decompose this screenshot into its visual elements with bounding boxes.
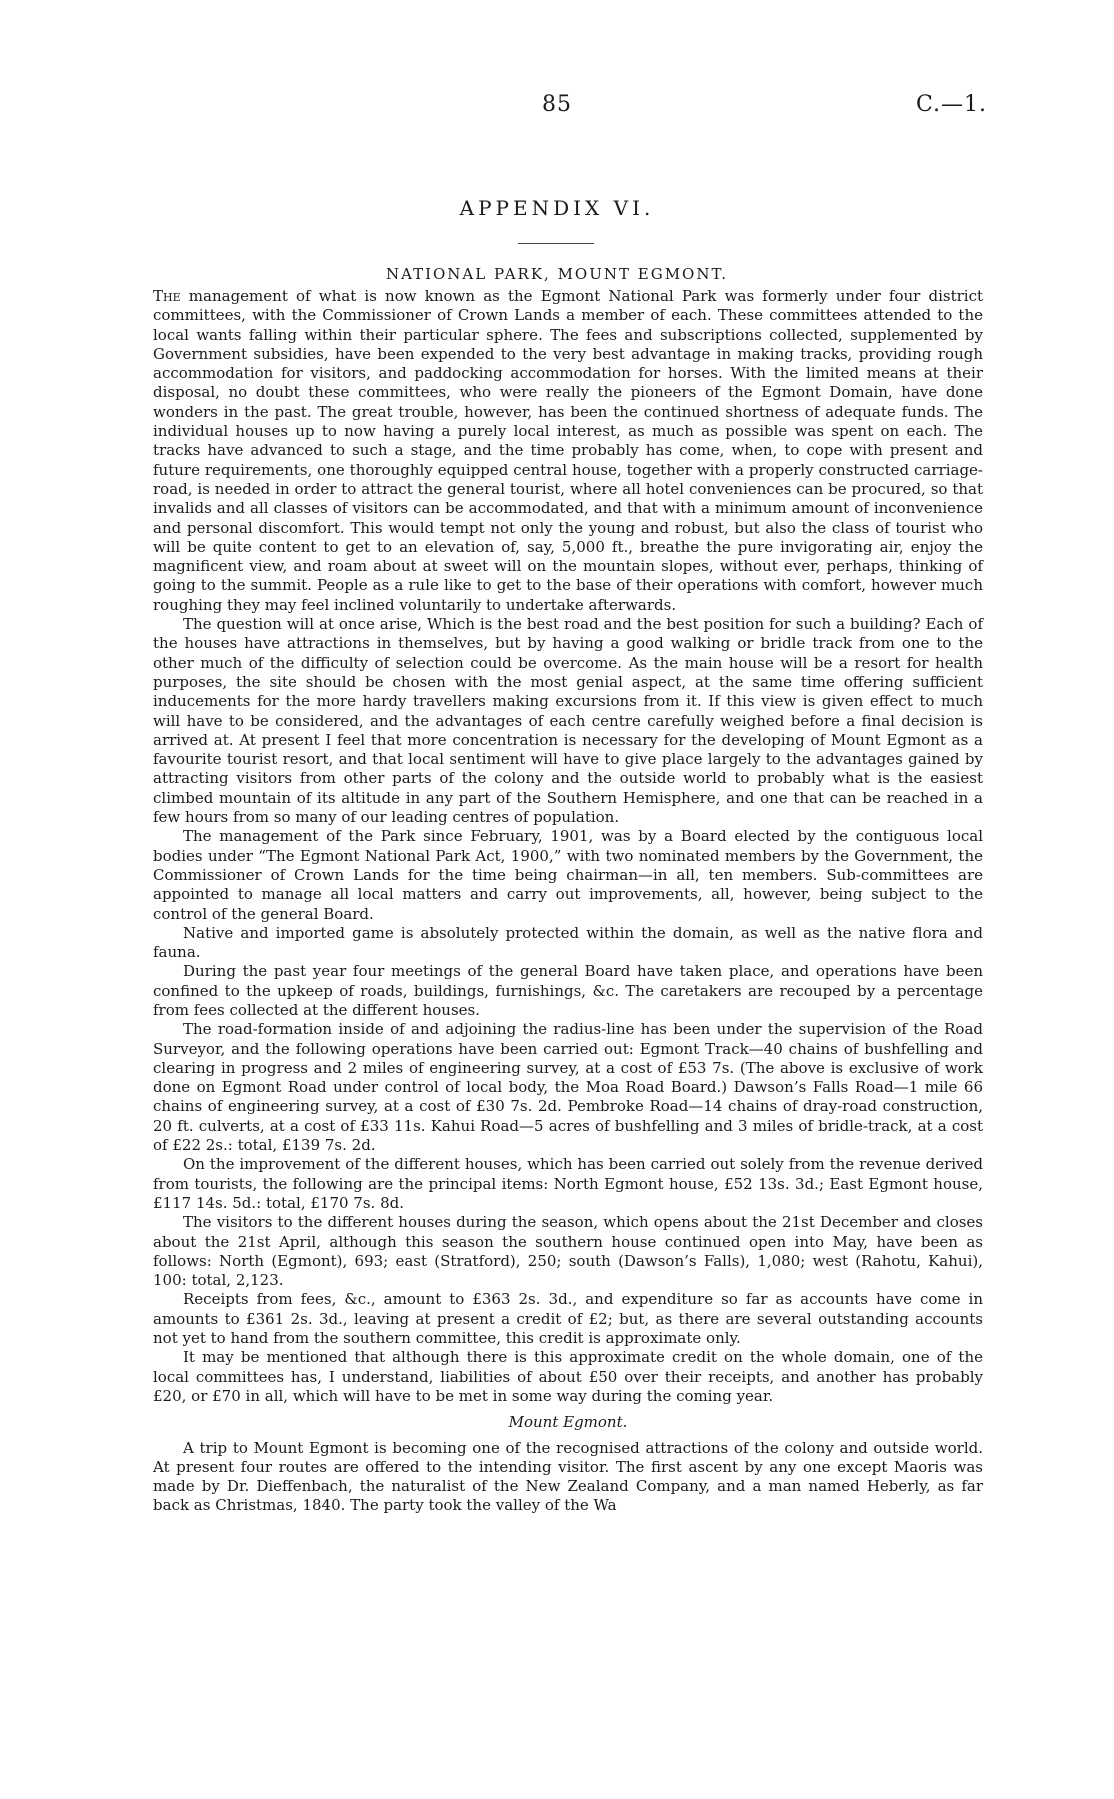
paragraph: Native and imported game is absolutely protected within the domain, as well as the native flora and fauna.: [153, 923, 983, 962]
paragraph: The visitors to the different houses during the season, which opens about the 21st December and closes about the 21st April, although this season the southern house continued open into May, have been as follows: North (Egmont), 693; east (Stratford), 250; south (Dawson’s Falls), 1,080; west (Rahotu, Kahui), 100: total, 2,123.: [153, 1213, 983, 1290]
section-heading: NATIONAL PARK, MOUNT EGMONT.: [385, 265, 729, 283]
paragraph: [153, 287, 983, 615]
title-divider: [518, 243, 594, 244]
body-text: [153, 287, 983, 1516]
paragraph: During the past year four meetings of the general Board have taken place, and operations have been confined to the upkeep of roads, buildings, furnishings, &c. The caretakers are recouped by a percentage from fees collected at the different houses.: [153, 962, 983, 1019]
paragraph-lead-word: The: [153, 287, 181, 305]
page-number: 85: [542, 92, 572, 117]
appendix-title: APPENDIX VI.: [459, 196, 655, 220]
paragraph-text: management of what is now known as the Egmont National Park was formerly under four district committees, with the Commissioner of Crown Lands a member of each. These committees attended to the local wants falling within their particular sphere. The fees and subscriptions collected, supplemented by Government subsidies, have been expended to the very best advantage in making tracks, providing rough accommodation for visitors, and paddocking accommodation for horses. With the limited means at their disposal, no doubt these committees, who were really the pioneers of the Egmont Domain, have done wonders in the past. The great trouble, however, has been the continued shortness of adequate funds. The individual houses up to now having a purely local interest, as much as possible was spent on each. The tracks have advanced to such a stage, and the time probably has come, when, to cope with present and future requirements, one thoroughly equipped central house, together with a properly constructed carriage-road, is needed in order to attract the general tourist, where all hotel conveniences can be procured, so that invalids and all classes of visitors can be accommodated, and that with a minimum amount of inconvenience and personal discomfort. This would tempt not only the young and robust, but also the class of tourist who will be quite content to get to an elevation of, say, 5,000 ft., breathe the pure invigorating air, enjoy the magnificent view, and roam about at sweet will on the mountain slopes, without ever, perhaps, thinking of going to the summit. People as a rule like to get to the base of their operations with comfort, however much roughing they may feel inclined voluntarily to undertake afterwards.: [153, 287, 983, 614]
paragraph: It may be mentioned that although there is this approximate credit on the whole domain, one of the local committees has, I understand, liabilities of about £50 over their receipts, and another has probably £20, or £70 in all, which will have to be met in some way during the coming year.: [153, 1348, 983, 1405]
paragraph: Receipts from fees, &c., amount to £363 2s. 3d., and expenditure so far as accounts have come in amounts to £361 2s. 3d., leaving at present a credit of £2; but, as there are several outstanding accounts not yet to hand from the southern committee, this credit is approximate only.: [153, 1290, 983, 1348]
paragraph: The road-formation inside of and adjoining the radius-line has been under the supervision of the Road Surveyor, and the following operations have been carried out: Egmont Track—40 chains of bushfelling and clearing in progress and 2 miles of engineering survey, at a cost of £53 7s. (The above is exclusive of work done on Egmont Road under control of local body, the Moa Road Board.) Dawson’s Falls Road—1 mile 66 chains of engineering survey, at a cost of £30 7s. 2d. Pembroke Road—14 chains of dray-road construction, 20 ft. culverts, at a cost of £33 11s. Kahui Road—5 acres of bushfelling and 3 miles of bridle-track, at a cost of £22 2s.: total, £139 7s. 2d.: [153, 1020, 983, 1155]
paragraph: A trip to Mount Egmont is becoming one of the recognised attractions of the colony and outside world. At present four routes are offered to the intending visitor. The first ascent by any one except Maoris was made by Dr. Dieffenbach, the naturalist of the New Zealand Company, and a man named Heberly, as far back as Christmas, 1840. The party took the valley of the Wa: [153, 1438, 983, 1515]
subsection-heading: Mount Egmont.: [508, 1413, 628, 1432]
paragraph: On the improvement of the different houses, which has been carried out solely from the revenue derived from tourists, the following are the principal items: North Egmont house, £52 13s. 3d.; East Egmont house, £117 14s. 5d.: total, £170 7s. 8d.: [153, 1155, 983, 1212]
paragraph: The management of the Park since February, 1901, was by a Board elected by the contiguous local bodies under “The Egmont National Park Act, 1900,” with two nominated members by the Government, the Commissioner of Crown Lands for the time being chairman—in all, ten members. Sub-committees are appointed to manage all local matters and carry out improvements, all, however, being subject to the control of the general Board.: [153, 827, 983, 923]
document-reference: C.—1.: [915, 92, 987, 117]
paragraph: The question will at once arise, Which is the best road and the best position for such a building? Each of the houses have attractions in themselves, but by having a good walking or bridle track from one to the other much of the difficulty of selection could be overcome. As the main house will be a resort for health purposes, the site should be chosen with the most genial aspect, at the same time offering sufficient inducements for the more hardy travellers making excursions from it. If this view is given effect to much will have to be considered, and the advantages of each centre carefully weighed before a final decision is arrived at. At present I feel that more concentration is necessary for the developing of Mount Egmont as a favourite tourist resort, and that local sentiment will have to give place largely to the advantages gained by attracting visitors from other parts of the colony and the outside world to probably what is the easiest climbed mountain of its altitude in any part of the Southern Hemisphere, and one that can be reached in a few hours from so many of our leading centres of population.: [153, 615, 983, 827]
